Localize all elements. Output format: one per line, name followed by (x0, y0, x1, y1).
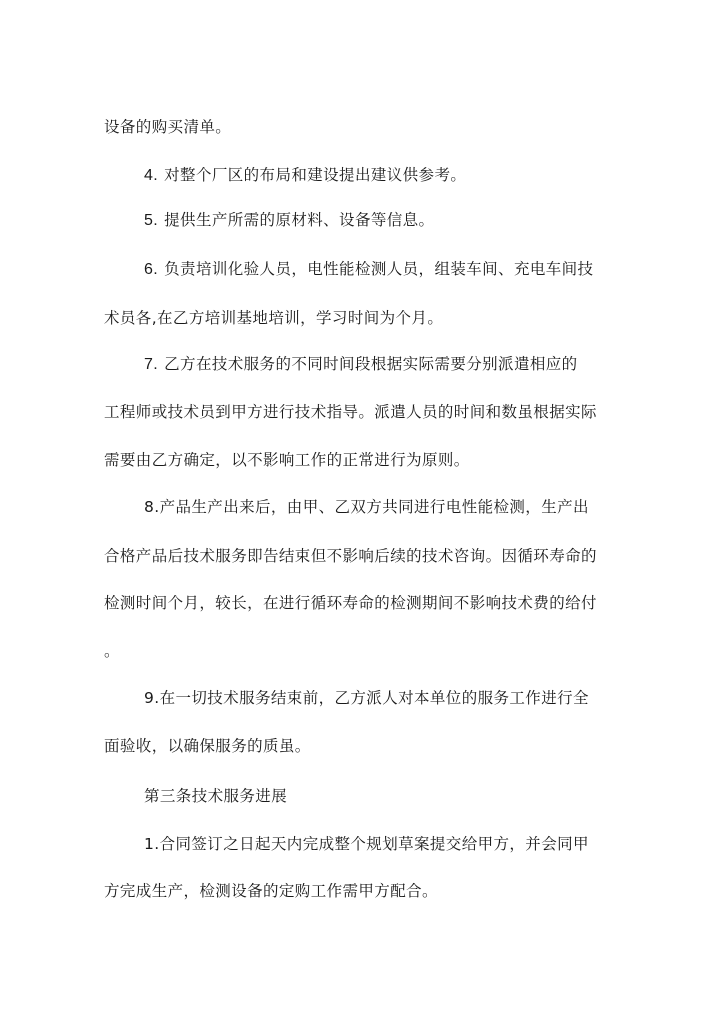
line-text: 8.产品生产出来后，由甲、乙双方共同进行电性能检测，生产出 (144, 498, 589, 516)
list-item-5 (144, 210, 434, 231)
paragraph-line (104, 308, 443, 328)
line-text: 对整个厂区的布局和建设提出建议供参考。 (164, 166, 467, 184)
line-text: 工程师或技术员到甲方进行技术指导。派遣人员的时间和数虽根据实际 (104, 403, 597, 421)
list-item-1 (144, 834, 589, 854)
line-text: 设备的购买清单。 (104, 118, 232, 136)
line-text: 。 (104, 642, 120, 660)
paragraph-line (104, 593, 597, 613)
line-text: 方完成生产，检测设备的定购工作需甲方配合。 (104, 882, 438, 900)
section-heading (144, 786, 287, 806)
line-text: 合格产品后技术服务即告结束但不影响后续的技术咨询。因循环寿命的 (104, 547, 597, 565)
list-item-8 (144, 497, 589, 517)
list-item-6 (144, 259, 593, 280)
item-number: 6. (144, 261, 159, 278)
line-text: 9.在一切技术服务结束前，乙方派人对本单位的服务工作进行全 (144, 689, 589, 707)
item-number: 7. (144, 356, 159, 373)
paragraph-line (104, 736, 311, 756)
paragraph-line (104, 450, 470, 470)
list-item-9 (144, 688, 589, 708)
line-text: 乙方在技术服务的不同时间段根据实际需要分别派遣相应的 (164, 355, 578, 373)
list-item-4 (144, 165, 466, 186)
item-number: 5. (144, 212, 159, 229)
paragraph-line (104, 881, 438, 901)
line-text: 需要由乙方确定，以不影响工作的正常进行为原则。 (104, 451, 470, 469)
line-text: 第三条技术服务进展 (144, 787, 288, 805)
line-text: 术员各,在乙方培训基地培训，学习时间为个月。 (104, 309, 444, 327)
line-text: 1.合同签订之日起天内完成整个规划草案提交给甲方，并会同甲 (144, 835, 589, 853)
list-item-7 (144, 354, 578, 375)
paragraph-line (104, 546, 597, 566)
line-text: 检测时间个月，较长，在进行循环寿命的检测期间不影响技术费的给付 (104, 594, 597, 612)
paragraph-line (104, 117, 231, 137)
paragraph-line (104, 641, 120, 661)
line-text: 面验收，以确保服务的质虽。 (104, 737, 311, 755)
paragraph-line (104, 402, 597, 422)
line-text: 提供生产所需的原材料、设备等信息。 (164, 211, 435, 229)
item-number: 4. (144, 167, 159, 184)
line-text: 负责培训化验人员，电性能检测人员，组装车间、充电车间技 (164, 260, 594, 278)
